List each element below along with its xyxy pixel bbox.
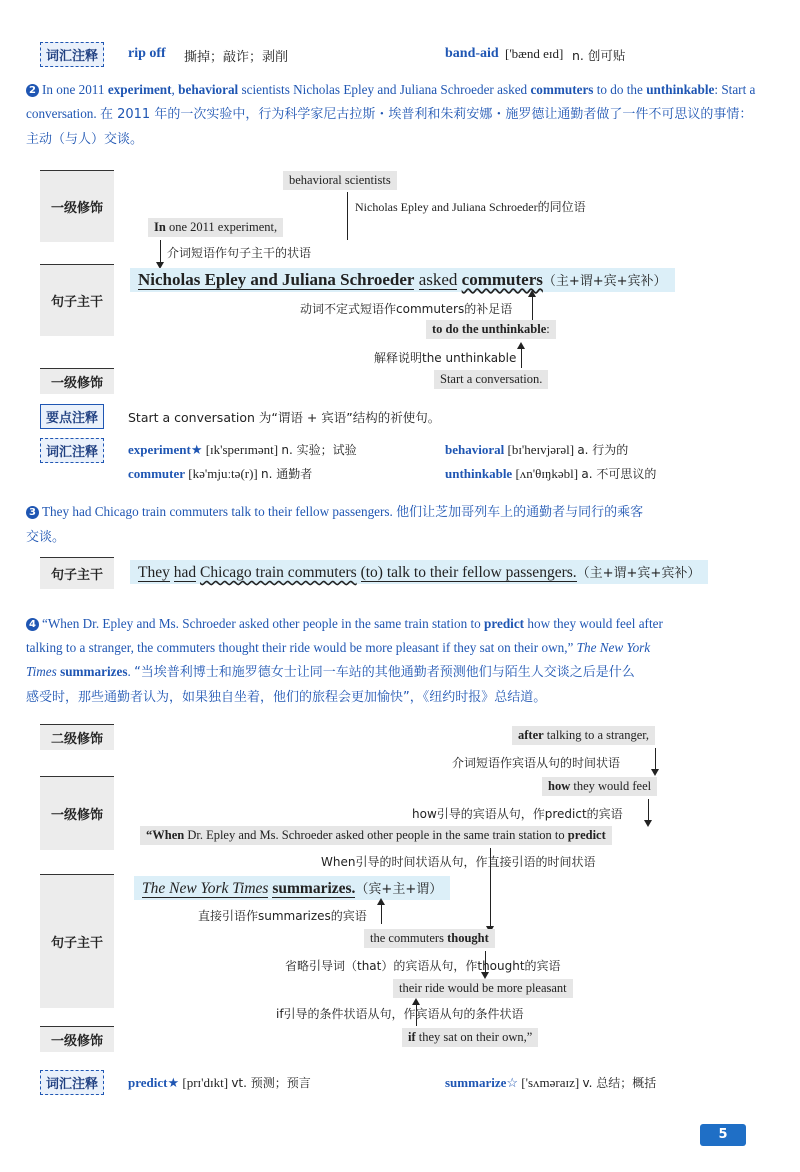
infinitive-label: 动词不定式短语作commuters的补足语 — [300, 302, 513, 316]
vocab-def: n. 创可贴 — [572, 48, 626, 63]
how-label: how引导的宾语从句，作predict的宾语 — [412, 807, 623, 821]
sentence-number: 3 — [26, 506, 39, 519]
main-label: 句子主干 — [40, 557, 114, 589]
when-clause-box: “When Dr. Epley and Ms. Schroeder asked other people in the same train station to predict — [140, 826, 612, 845]
connector-line — [347, 192, 348, 240]
main-clause-box: They had Chicago train commuters (to) talk to their fellow passengers.（主+谓+宾+宾补） — [130, 560, 708, 584]
main-label: 句子主干 — [40, 874, 114, 1008]
if-clause-box: if they sat on their own,” — [402, 1028, 538, 1047]
page-number: 5 — [700, 1124, 746, 1146]
prep-label: 介词短语作句子主干的状语 — [167, 246, 312, 260]
vocab-tag: 词汇注释 — [40, 438, 104, 463]
start-conversation-box: Start a conversation. — [434, 370, 548, 389]
direct-quote-label: 直接引语作summarizes的宾语 — [198, 909, 367, 923]
behavioral-box: behavioral scientists — [283, 171, 397, 190]
after-label: 介词短语作宾语从句的时间状语 — [452, 756, 621, 770]
level2-label: 二级修饰 — [40, 724, 114, 750]
connector-line — [655, 748, 656, 770]
vocab-tag: 词汇注释 — [40, 42, 104, 67]
prep-phrase-box: In one 2011 experiment, — [148, 218, 283, 237]
ride-box: their ride would be more pleasant — [393, 979, 573, 998]
sentence-2-paragraph: 2 In one 2011 experiment, behavioral scientists Nicholas Epley and Juliana Schroeder asked commuters to do the unthinkable: Start a conversation. 在 2011 年的一次实验中，行为科学家尼古拉斯・埃普利和朱莉安娜・施罗德让通勤者做了一件不可思议的事情：主动（与人）交谈。 — [26, 82, 756, 147]
keypoint-note: Start a conversation 为“谓语 + 宾语”结构的祈使句。 — [128, 410, 441, 425]
sentence-number: 4 — [26, 618, 39, 631]
connector-line — [648, 799, 649, 821]
vocab-entry: unthinkable [ʌn'θɪŋkəbl] a. 不可思议的 — [445, 466, 657, 481]
vocab-entry: predict★ [prɪ'dɪkt] vt. 预测；预言 — [128, 1075, 311, 1090]
sentence-4-paragraph: 4 “When Dr. Epley and Ms. Schroeder asked other people in the same train station to predict how they would feel after talking to a stranger, the commuters thought their ride would be more pleasant if they sat on their own,” The New York Times summarizes. “当埃普利博士和施罗德女士让同一车站的其他通勤者预测他们与陌生人交谈之后是什么 感受时，那些通勤者认为，如果独自坐着，他们的旅程会更加愉快”，《纽约时报》总结道。 — [26, 616, 663, 705]
if-label: if引导的条件状语从句，作宾语从句的条件状语 — [276, 1007, 524, 1021]
to-do-box: to do the unthinkable: — [426, 320, 556, 339]
vocab-word: rip off — [128, 46, 166, 61]
sentence-3-paragraph: 3 They had Chicago train commuters talk to their fellow passengers. 他们让芝加哥列车上的通勤者与同行的乘客 交谈。 — [26, 504, 644, 545]
when-label: When引导的时间状语从句，作直接引语的时间状语 — [321, 855, 596, 869]
explain-label: 解释说明the unthinkable — [374, 351, 517, 365]
main-label: 句子主干 — [40, 264, 114, 336]
main-clause-box: Nicholas Epley and Juliana Schroeder asked commuters（主+谓+宾+宾补） — [130, 268, 675, 292]
level1-label: 一级修饰 — [40, 368, 114, 394]
appositive-label: Nicholas Epley and Juliana Schroeder的同位语 — [355, 200, 586, 214]
keypoint-tag: 要点注释 — [40, 404, 104, 429]
vocab-word: band-aid — [445, 46, 499, 61]
level1-label: 一级修饰 — [40, 170, 114, 242]
sentence-number: 2 — [26, 84, 39, 97]
after-phrase-box: after talking to a stranger, — [512, 726, 655, 745]
arrow-up-icon — [412, 998, 420, 1005]
main-clause-box: The New York Times summarizes.（宾+主+谓） — [134, 876, 450, 900]
connector-line — [532, 296, 533, 320]
vocab-tag: 词汇注释 — [40, 1070, 104, 1095]
vocab-entry: summarize☆ ['sʌməraɪz] v. 总结；概括 — [445, 1075, 657, 1090]
arrow-down-icon — [651, 769, 659, 776]
arrow-up-icon — [528, 290, 536, 297]
vocab-phonetic: ['bænd eɪd] — [505, 46, 564, 61]
vocab-entry: experiment★ [ɪk'sperɪmənt] n. 实验；试验 — [128, 442, 357, 457]
connector-line — [160, 240, 161, 264]
vocab-entry: commuter [kə'mjuːtə(r)] n. 通勤者 — [128, 466, 313, 481]
vocab-def: 撕掉；敲诈；剥削 — [184, 50, 289, 65]
omit-label: 省略引导词（that）的宾语从句，作thought的宾语 — [285, 959, 561, 973]
connector-line — [381, 902, 382, 924]
level1-label: 一级修饰 — [40, 1026, 114, 1052]
level1-label: 一级修饰 — [40, 776, 114, 850]
thought-box: the commuters thought — [364, 929, 495, 948]
arrow-up-icon — [377, 898, 385, 905]
arrow-down-icon — [644, 820, 652, 827]
arrow-up-icon — [517, 342, 525, 349]
how-clause-box: how they would feel — [542, 777, 657, 796]
connector-line — [521, 346, 522, 368]
vocab-entry: behavioral [bɪ'heɪvjərəl] a. 行为的 — [445, 442, 629, 457]
